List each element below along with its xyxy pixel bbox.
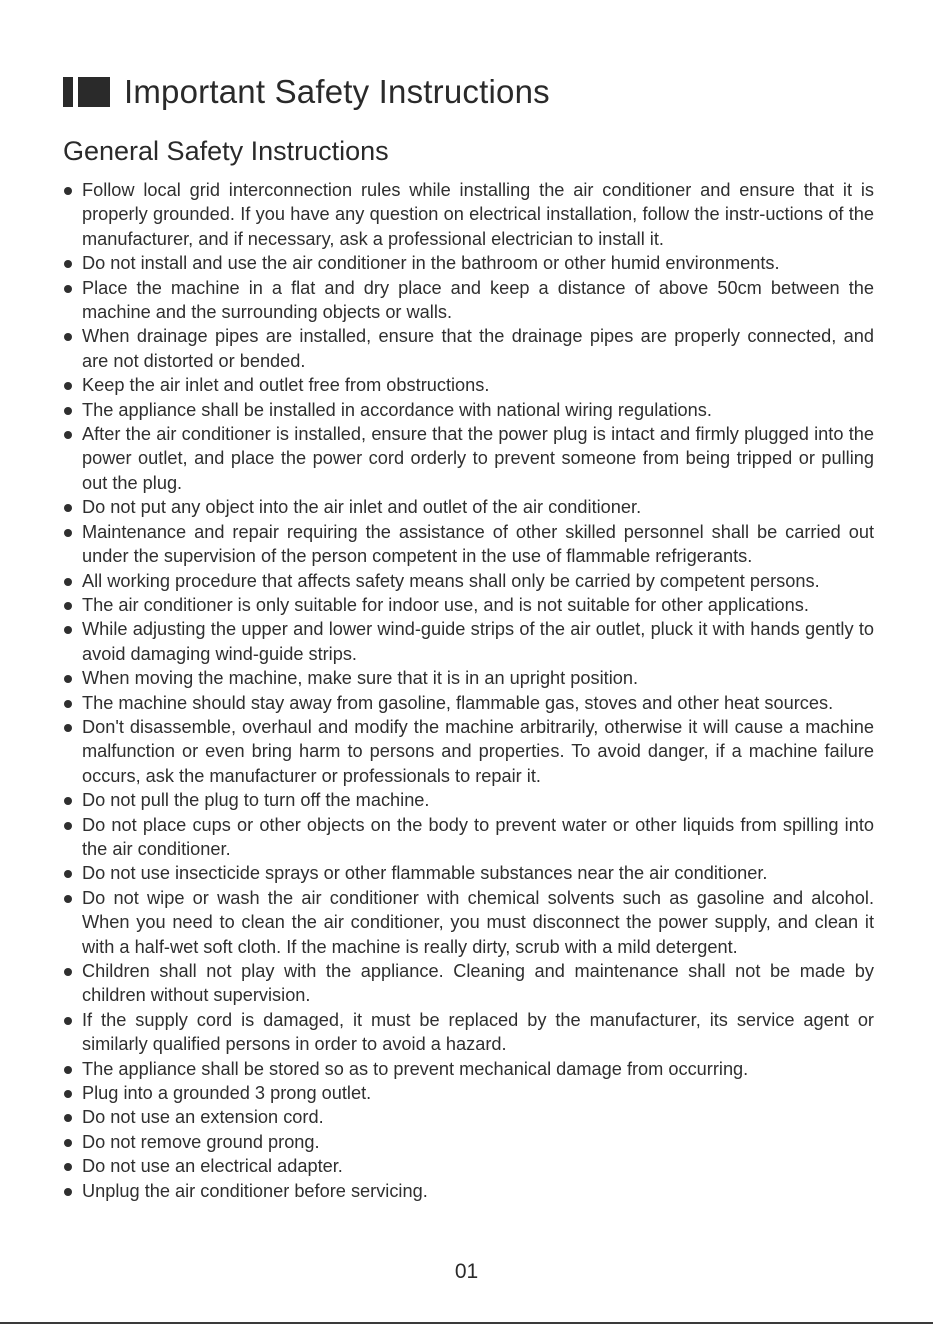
list-item: Keep the air inlet and outlet free from obstructions. xyxy=(62,373,874,397)
list-item: Do not pull the plug to turn off the machine. xyxy=(62,788,874,812)
list-item: Follow local grid interconnection rules while installing the air conditioner and ensure that it is properly grounded. If you have any question on electrical installation, follow the instr-uctions of the manufacturer, and if necessary, ask a professional electrician to install it. xyxy=(62,178,874,251)
list-item: Do not use an electrical adapter. xyxy=(62,1154,874,1178)
list-item: The machine should stay away from gasoline, flammable gas, stoves and other heat sources. xyxy=(62,691,874,715)
list-item: Do not put any object into the air inlet and outlet of the air conditioner. xyxy=(62,495,874,519)
list-item: The appliance shall be stored so as to prevent mechanical damage from occurring. xyxy=(62,1057,874,1081)
list-item: If the supply cord is damaged, it must be replaced by the manufacturer, its service agent or similarly qualified persons in order to avoid a hazard. xyxy=(62,1008,874,1057)
list-item: Children shall not play with the appliance. Cleaning and maintenance shall not be made by children without supervision. xyxy=(62,959,874,1008)
list-item: After the air conditioner is installed, ensure that the power plug is intact and firmly plugged into the power outlet, and place the power cord orderly to prevent someone from being tripped or pulling out the plug. xyxy=(62,422,874,495)
list-item: When drainage pipes are installed, ensure that the drainage pipes are properly connected, and are not distorted or bended. xyxy=(62,324,874,373)
list-item: Do not install and use the air conditioner in the bathroom or other humid environments. xyxy=(62,251,874,275)
list-item: Do not remove ground prong. xyxy=(62,1130,874,1154)
list-item: The air conditioner is only suitable for indoor use, and is not suitable for other applications. xyxy=(62,593,874,617)
list-item: Place the machine in a flat and dry place and keep a distance of above 50cm between the machine and the surrounding objects or walls. xyxy=(62,276,874,325)
section-heading: General Safety Instructions xyxy=(63,136,389,166)
page-number: 01 xyxy=(454,1260,479,1283)
page-title xyxy=(63,70,550,114)
section-marker-icon xyxy=(63,77,110,107)
list-item: Do not wipe or wash the air conditioner with chemical solvents such as gasoline and alcohol. When you need to clean the air conditioner, you must disconnect the power supply, and clean it with a half-wet soft cloth. If the machine is really dirty, scrub with a mild detergent. xyxy=(62,886,874,959)
list-item: Plug into a grounded 3 prong outlet. xyxy=(62,1081,874,1105)
list-item: When moving the machine, make sure that it is in an upright position. xyxy=(62,666,874,690)
list-item: Don't disassemble, overhaul and modify the machine arbitrarily, otherwise it will cause a machine malfunction or even bring harm to persons and properties. To avoid danger, if a machine failure occurs, ask the manufacturer or professionals to repair it. xyxy=(62,715,874,788)
list-item: While adjusting the upper and lower wind-guide strips of the air outlet, pluck it with hands gently to avoid damaging wind-guide strips. xyxy=(62,617,874,666)
list-item: The appliance shall be installed in accordance with national wiring regulations. xyxy=(62,398,874,422)
list-item: Do not use an extension cord. xyxy=(62,1105,874,1129)
safety-instructions-list xyxy=(62,178,874,1203)
list-item: Maintenance and repair requiring the assistance of other skilled personnel shall be carried out under the supervision of the person competent in the use of flammable refrigerants. xyxy=(62,520,874,569)
list-item: Do not place cups or other objects on the body to prevent water or other liquids from spilling into the air conditioner. xyxy=(62,813,874,862)
page-title-text: Important Safety Instructions xyxy=(124,73,550,110)
list-item: All working procedure that affects safety means shall only be carried by competent persons. xyxy=(62,569,874,593)
list-item: Do not use insecticide sprays or other flammable substances near the air conditioner. xyxy=(62,861,874,885)
list-item: Unplug the air conditioner before servicing. xyxy=(62,1179,874,1203)
